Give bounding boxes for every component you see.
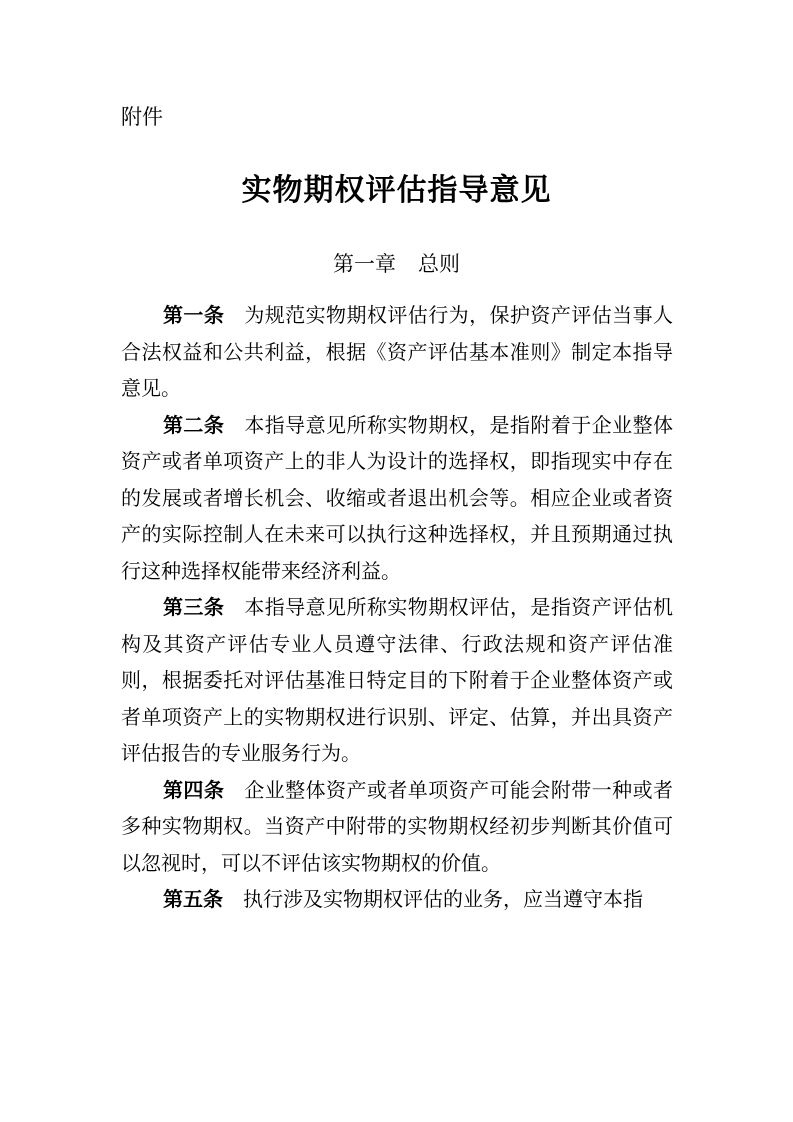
chapter-heading xyxy=(0,250,793,278)
article-4 xyxy=(121,772,673,882)
attachment-label: 附件 xyxy=(121,105,163,129)
article-heading: 第四条 xyxy=(163,777,225,802)
article-heading: 第一条 xyxy=(163,303,225,327)
article-heading: 第二条 xyxy=(163,412,225,437)
article-3 xyxy=(121,589,673,772)
article-text: 为规范实物期权评估行为，保护资产评估当事人合法权益和公共利益，根据《资产评估基本准则》制定本指导意见。 xyxy=(121,303,674,400)
article-1 xyxy=(121,297,673,407)
article-heading: 第五条 xyxy=(163,887,223,911)
document-title: 实物期权评估指导意见 xyxy=(241,173,552,208)
article-text: 本指导意见所称实物期权评估，是指资产评估机构及其资产评估专业人员遵守法律、行政法规和资产评估准则，根据委托对评估基准日特定目的下附着于企业整体资产或者单项资产上的实物期权进行识别、评定、估算，并出具资产评估报告的专业服务行为。 xyxy=(121,595,674,765)
document-body xyxy=(121,297,673,918)
article-5 xyxy=(121,881,673,918)
chapter-number: 第一章 xyxy=(333,252,396,276)
article-text: 企业整体资产或者单项资产可能会附带一种或者多种实物期权。当资产中附带的实物期权经初步判断其价值可以忽视时，可以不评估该实物期权的价值。 xyxy=(121,777,674,875)
article-heading: 第三条 xyxy=(163,595,225,619)
article-2 xyxy=(121,407,673,590)
article-text: 执行涉及实物期权评估的业务，应当遵守本指 xyxy=(243,887,643,911)
article-text: 本指导意见所称实物期权，是指附着于企业整体资产或者单项资产上的非人为设计的选择权，即指现实中存在的发展或者增长机会、收缩或者退出机会等。相应企业或者资产的实际控制人在未来可以执行这种选择权，并且预期通过执行这种选择权能带来经济利益。 xyxy=(121,412,674,583)
chapter-title: 总则 xyxy=(418,252,460,276)
